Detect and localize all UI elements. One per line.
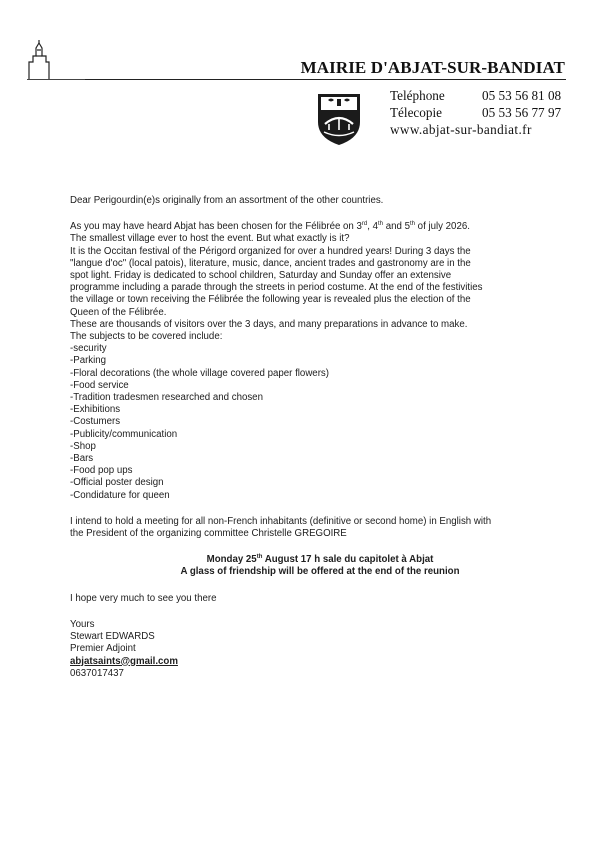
paragraph-line: the President of the organizing committee Christelle GREGOIRE: [70, 528, 347, 540]
paragraph-line: The subjects to be covered include:: [70, 331, 223, 343]
list-item: -security: [70, 343, 107, 355]
contact-block: [390, 88, 561, 139]
phone-number: 05 53 56 81 08: [482, 88, 562, 103]
paragraph-line: Queen of the Félibrée.: [70, 306, 167, 318]
list-item: -Publicity/communication: [70, 428, 178, 440]
meeting-note: A glass of friendship will be offered at the end of the reunion: [180, 566, 460, 578]
list-item: -Official poster design: [70, 477, 164, 489]
list-item: -Condidature for queen: [70, 489, 170, 501]
paragraph-line: the village or town receiving the Félibrée the following year is revealed plus the election of the: [70, 294, 471, 306]
list-item: -Bars: [70, 453, 94, 465]
paragraph-line: It is the Occitan festival of the Périgord organized for over a hundred years! During 3 days the: [70, 245, 471, 257]
list-item: -Food service: [70, 379, 129, 391]
closing-line: I hope very much to see you there: [70, 592, 217, 604]
header-rule-left: [27, 79, 85, 80]
town-hall-title: MAIRIE D'ABJAT-SUR-BANDIAT: [300, 58, 565, 77]
paragraph-line: programme including a parade through the streets in period costume. At the end of the festivities: [70, 282, 483, 294]
list-item: -Food pop ups: [70, 465, 133, 477]
signoff: Yours: [70, 618, 95, 630]
paragraph-line: I intend to hold a meeting for all non-French inhabitants (definitive or second home) in English with: [70, 515, 492, 527]
phone-row: [390, 88, 561, 105]
coat-of-arms-icon: [316, 92, 362, 146]
intro-line: As you may have heard Abjat has been chosen for the Félibrée on 3rd, 4th and 5th of july 2026.: [70, 220, 470, 233]
meeting-paragraph: [70, 516, 570, 540]
letter-body: [70, 195, 570, 680]
list-item: -Floral decorations (the whole village covered paper flowers): [70, 367, 329, 379]
signer-role: Premier Adjoint: [70, 643, 136, 655]
greeting: Dear Perigourdin(e)s originally from an assortment of the other countries.: [70, 195, 384, 206]
list-item: -Costumers: [70, 416, 121, 428]
signer-phone: 0637017437: [70, 667, 124, 679]
paragraph-line: spot light. Friday is dedicated to school children, Saturday and Sunday offer an extensive: [70, 270, 452, 282]
list-item: -Shop: [70, 440, 96, 452]
paragraph-line: These are thousands of visitors over the 3 days, and many preparations in advance to make.: [70, 318, 468, 330]
list-item: -Parking: [70, 355, 107, 367]
list-item: -Exhibitions: [70, 404, 121, 416]
description-paragraph: [70, 233, 570, 343]
subjects-list: [70, 343, 570, 502]
list-item: -Tradition tradesmen researched and chosen: [70, 392, 263, 404]
signer-name: Stewart EDWARDS: [70, 631, 155, 643]
phone-label: Teléphone: [390, 88, 445, 103]
header-rule: [85, 79, 566, 80]
fax-number: 05 53 56 77 97: [482, 105, 562, 120]
signer-email-link[interactable]: abjatsaints@gmail.com: [70, 655, 178, 667]
paragraph-line: "langue d'oc" (local patois), literature, music, dance, ancient trades and gastronomy are in the: [70, 257, 471, 269]
meeting-date: Monday 25th August 17 h sale du capitolet à Abjat: [206, 554, 434, 566]
website: www.abjat-sur-bandiat.fr: [390, 122, 532, 137]
fax-row: [390, 105, 561, 122]
paragraph-line: The smallest village ever to host the event. But what exactly is it?: [70, 233, 350, 245]
fax-label: Télecopie: [390, 105, 442, 120]
church-logo-icon: [27, 40, 87, 102]
